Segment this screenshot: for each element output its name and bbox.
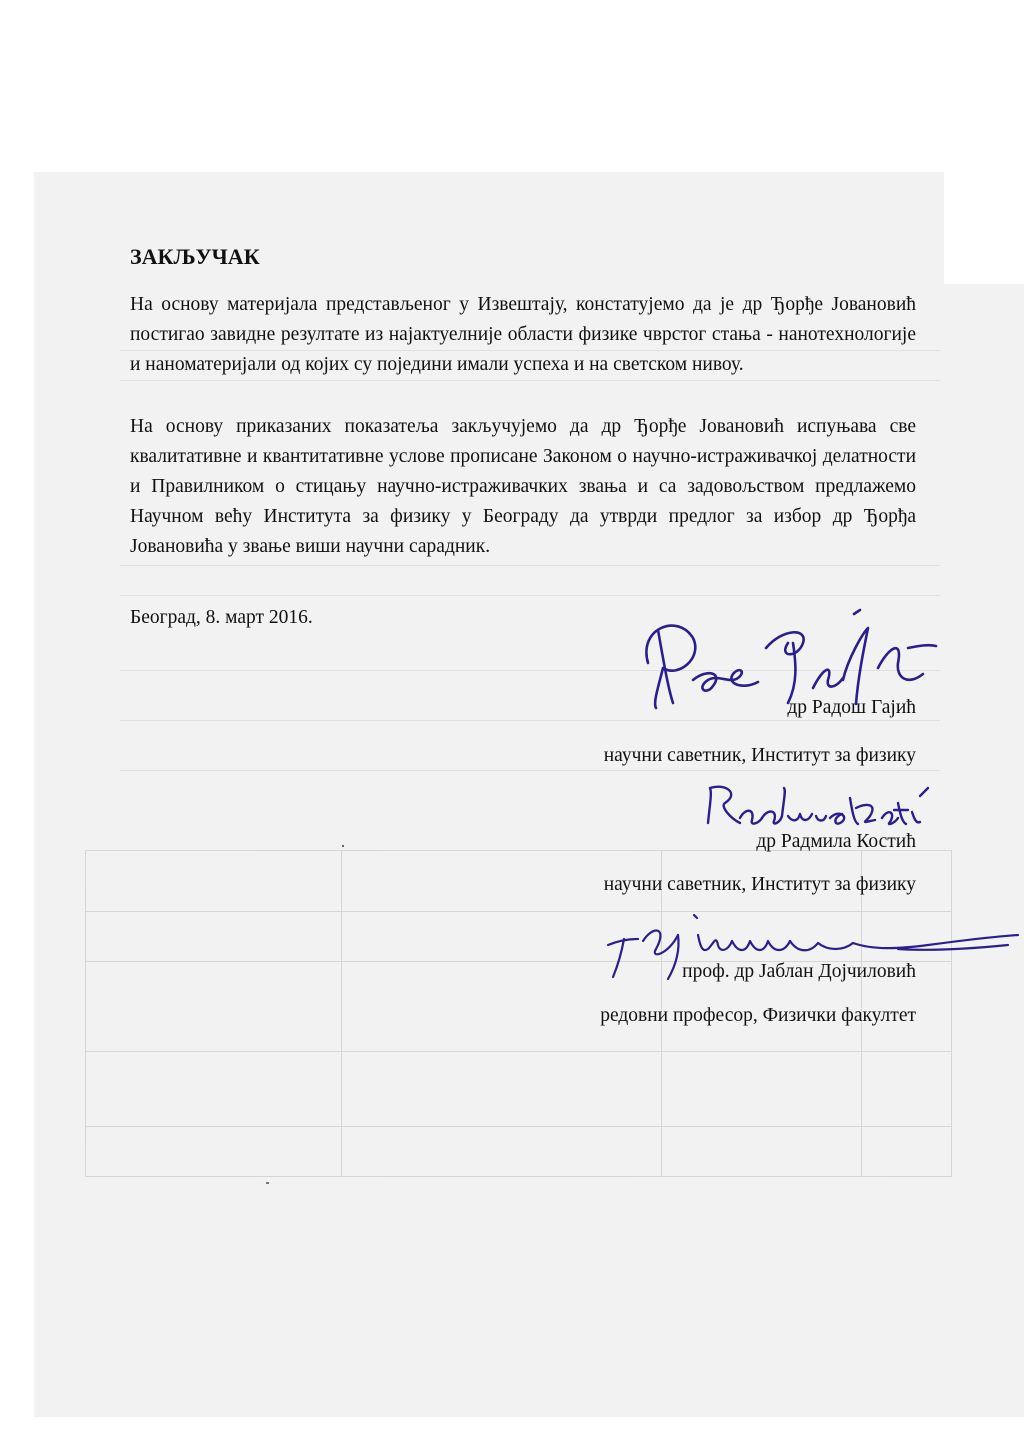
scanned-page-margin — [944, 284, 1024, 1417]
scan-speck — [266, 1182, 269, 1184]
signatory-3-name: проф. др Јаблан Дојчиловић — [682, 961, 916, 982]
signatory-3-title: редовни професор, Физички факултет — [600, 1005, 916, 1026]
bleed-through-line — [120, 590, 940, 600]
conclusion-heading: ЗАКЉУЧАК — [130, 244, 260, 269]
signatory-2-name: др Радмила Костић — [756, 831, 916, 852]
paragraph-2: На основу приказаних показатеља закључујемо да др Ђорђе Јовановић испуњава све квалитативне и квантитативне услове прописане Законом о научно-истраживачкој делатности и Правилником о стицању научно-истраживачких звања и са задовољством предлажемо Научном већу Института за физику у Београду да утврди предлог за избор др Ђорђа Јовановића у звање виши научни сарадник. — [130, 416, 916, 557]
signatory-1-title: научни саветник, Институт за физику — [603, 745, 916, 766]
signatory-1-name: др Радош Гајић — [787, 697, 916, 718]
signature-2-drawing — [700, 778, 940, 838]
paragraph-1: На основу материјала представљеног у Извештају, констатујемо да је др Ђорђе Јовановић постигао завидне резултате из најактуелније области физике чврстог стања - нанотехнологије и наноматеријали од којих су поједини имали успеха и на светском нивоу. — [130, 294, 916, 375]
scan-speck — [342, 845, 344, 847]
date-line: Београд, 8. март 2016. — [130, 607, 313, 628]
signatory-2-title: научни саветник, Институт за физику — [603, 874, 916, 895]
